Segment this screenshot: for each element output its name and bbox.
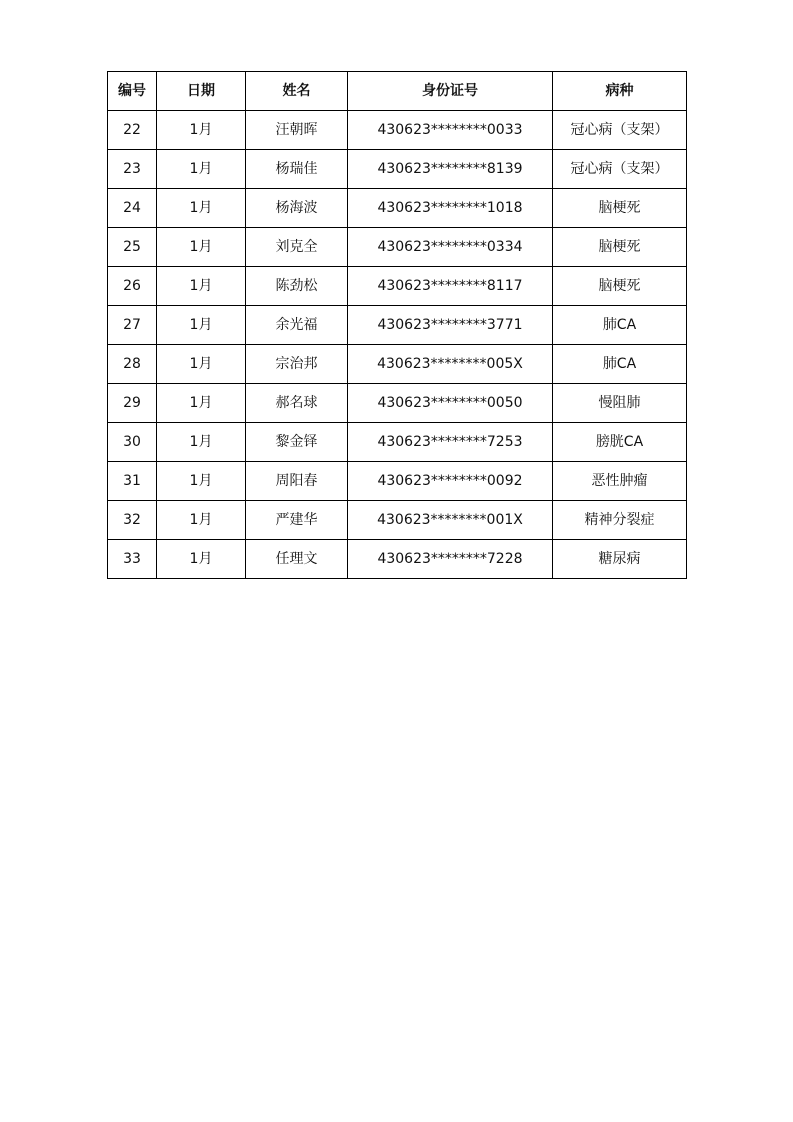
table-body xyxy=(108,111,687,579)
header-number: 编号 xyxy=(108,72,157,111)
cell-id-number: 430623********001X xyxy=(348,501,553,540)
table-row xyxy=(108,540,687,579)
cell-name: 郝名球 xyxy=(246,384,348,423)
cell-disease: 脑梗死 xyxy=(553,189,687,228)
table-header xyxy=(108,72,687,111)
cell-number: 30 xyxy=(108,423,157,462)
cell-id-number: 430623********0092 xyxy=(348,462,553,501)
cell-disease: 糖尿病 xyxy=(553,540,687,579)
cell-date: 1月 xyxy=(157,501,246,540)
cell-date: 1月 xyxy=(157,540,246,579)
cell-id-number: 430623********0334 xyxy=(348,228,553,267)
cell-number: 22 xyxy=(108,111,157,150)
cell-number: 27 xyxy=(108,306,157,345)
cell-id-number: 430623********0033 xyxy=(348,111,553,150)
cell-date: 1月 xyxy=(157,267,246,306)
cell-id-number: 430623********0050 xyxy=(348,384,553,423)
cell-name: 汪朝晖 xyxy=(246,111,348,150)
cell-name: 刘克全 xyxy=(246,228,348,267)
cell-disease: 膀胱CA xyxy=(553,423,687,462)
cell-name: 余光福 xyxy=(246,306,348,345)
table-row xyxy=(108,423,687,462)
cell-date: 1月 xyxy=(157,384,246,423)
table-row xyxy=(108,501,687,540)
cell-date: 1月 xyxy=(157,228,246,267)
patient-register-table xyxy=(107,71,687,579)
cell-number: 29 xyxy=(108,384,157,423)
cell-date: 1月 xyxy=(157,111,246,150)
header-row xyxy=(108,72,687,111)
cell-number: 23 xyxy=(108,150,157,189)
cell-disease: 精神分裂症 xyxy=(553,501,687,540)
cell-name: 杨瑞佳 xyxy=(246,150,348,189)
table-row xyxy=(108,150,687,189)
cell-name: 任理文 xyxy=(246,540,348,579)
cell-id-number: 430623********1018 xyxy=(348,189,553,228)
cell-date: 1月 xyxy=(157,189,246,228)
cell-disease: 慢阻肺 xyxy=(553,384,687,423)
cell-name: 宗治邦 xyxy=(246,345,348,384)
cell-name: 黎金铎 xyxy=(246,423,348,462)
cell-id-number: 430623********005X xyxy=(348,345,553,384)
cell-number: 33 xyxy=(108,540,157,579)
header-date: 日期 xyxy=(157,72,246,111)
table-row xyxy=(108,462,687,501)
header-id-number: 身份证号 xyxy=(348,72,553,111)
table-row xyxy=(108,267,687,306)
header-disease: 病种 xyxy=(553,72,687,111)
cell-id-number: 430623********8139 xyxy=(348,150,553,189)
cell-number: 26 xyxy=(108,267,157,306)
cell-date: 1月 xyxy=(157,423,246,462)
cell-disease: 恶性肿瘤 xyxy=(553,462,687,501)
cell-id-number: 430623********7253 xyxy=(348,423,553,462)
cell-id-number: 430623********7228 xyxy=(348,540,553,579)
cell-id-number: 430623********8117 xyxy=(348,267,553,306)
cell-disease: 脑梗死 xyxy=(553,267,687,306)
cell-name: 严建华 xyxy=(246,501,348,540)
cell-id-number: 430623********3771 xyxy=(348,306,553,345)
cell-name: 陈劲松 xyxy=(246,267,348,306)
table-row xyxy=(108,189,687,228)
cell-name: 杨海波 xyxy=(246,189,348,228)
header-name: 姓名 xyxy=(246,72,348,111)
cell-number: 28 xyxy=(108,345,157,384)
cell-number: 24 xyxy=(108,189,157,228)
cell-date: 1月 xyxy=(157,462,246,501)
table-row xyxy=(108,306,687,345)
cell-number: 31 xyxy=(108,462,157,501)
cell-date: 1月 xyxy=(157,306,246,345)
cell-name: 周阳春 xyxy=(246,462,348,501)
cell-disease: 脑梗死 xyxy=(553,228,687,267)
table-row xyxy=(108,111,687,150)
cell-number: 25 xyxy=(108,228,157,267)
table-row xyxy=(108,345,687,384)
cell-disease: 肺CA xyxy=(553,306,687,345)
cell-date: 1月 xyxy=(157,345,246,384)
cell-disease: 冠心病（支架） xyxy=(553,111,687,150)
cell-number: 32 xyxy=(108,501,157,540)
cell-disease: 冠心病（支架） xyxy=(553,150,687,189)
cell-disease: 肺CA xyxy=(553,345,687,384)
cell-date: 1月 xyxy=(157,150,246,189)
table-row xyxy=(108,228,687,267)
table-row xyxy=(108,384,687,423)
